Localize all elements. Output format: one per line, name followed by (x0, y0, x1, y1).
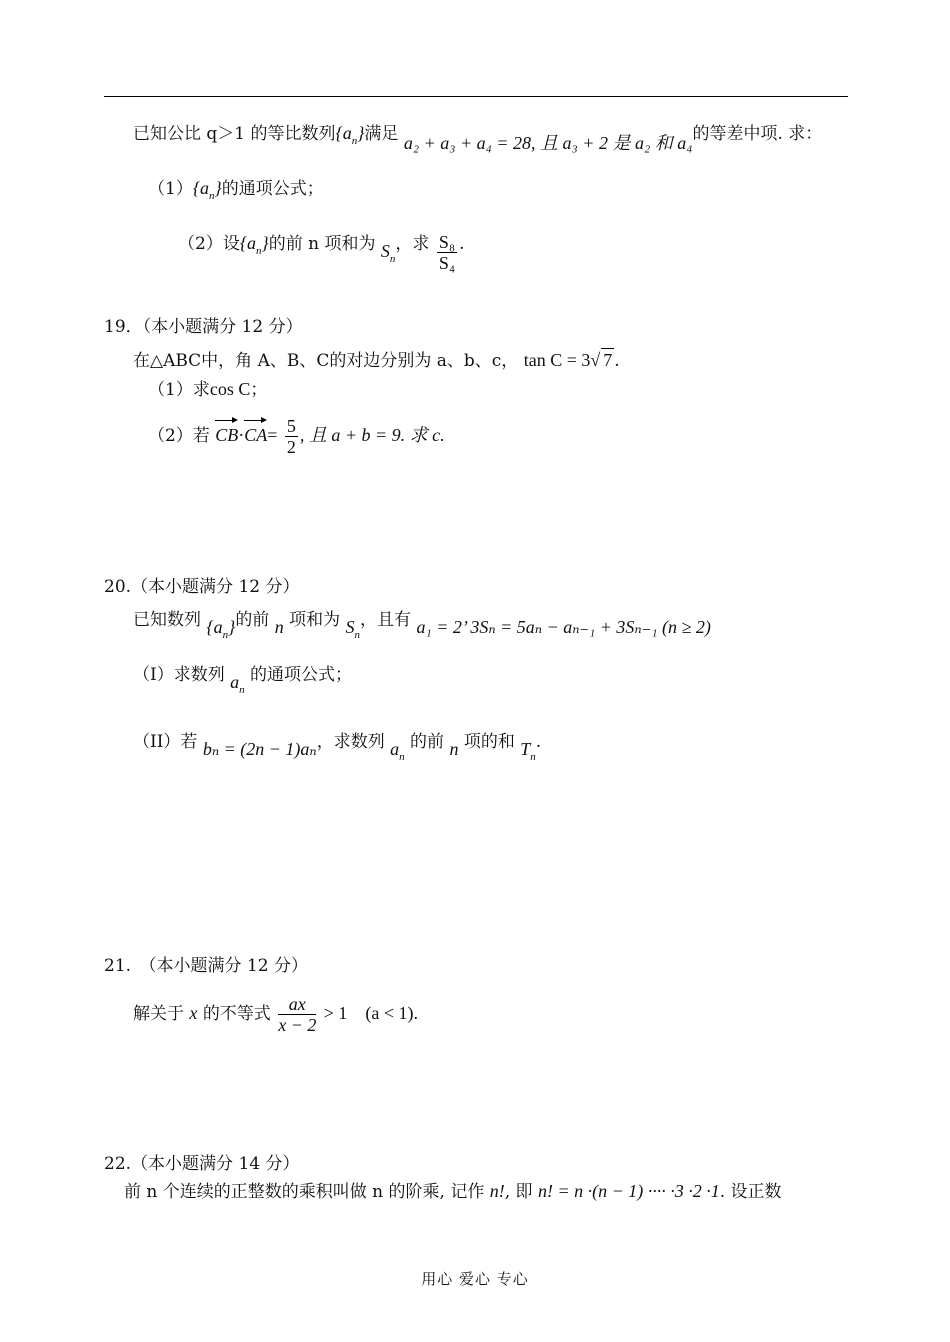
q20-part2-n: n (449, 739, 459, 759)
q20-part2-text: ，求数列 (316, 732, 385, 752)
q19-cos-formula: cos C (209, 379, 251, 399)
q21-body (133, 994, 418, 1035)
q20-part2-a: $a_n$ (390, 739, 405, 763)
q18-part2-seq: $\{a_n\}$ (239, 233, 269, 257)
q21-intro-text-b: 的不等式 (202, 1004, 271, 1024)
q19-intro-text: 在△ABC中，角 A、B、C的对边分别为 a、b、c， (133, 351, 519, 371)
q20-intro-text-d: ，且有 (360, 610, 412, 630)
q20-seq: $\{a_n\}$ (206, 617, 236, 641)
q18-part2-label: （2）设 (178, 234, 240, 254)
q20-n: n (274, 617, 284, 637)
q20-sum: $S_n$ (345, 617, 361, 641)
q20-end-mark: . (535, 732, 542, 752)
q18-intro-text: 已知公比 q＞1 的等比数列 (133, 124, 336, 144)
q21-fraction: $\frac{ax}{x - 2}$ (278, 994, 317, 1035)
q22-header: 22.（本小题满分 14 分） (104, 1154, 300, 1174)
q20-intro-text: 已知数列 (133, 610, 201, 630)
q20-part2-label: （II）若 (133, 732, 198, 752)
q20-intro-text-c: 项和为 (289, 610, 341, 630)
q22-factorial-formula: n! = n ·(n − 1) ···· ·3 ·2 ·1 (537, 1181, 720, 1201)
q18-intro (133, 122, 822, 152)
equals-sign: = (267, 425, 278, 445)
q18-condition-formula: a₂ + a₃ + a₄ = 28, 且 a₃ + 2 是 a₂ 和 a₄ (403, 133, 693, 153)
page-header-rule (104, 96, 848, 97)
q20-part1-label: （I）求数列 (133, 665, 225, 685)
q19-intro (133, 348, 620, 372)
q20-initial-condition: a₁ = 2 (416, 617, 462, 637)
q21-header: 21. （本小题满分 12 分） (104, 956, 308, 976)
q19-part2 (148, 416, 445, 457)
q19-part1-label: （1）求 (148, 380, 210, 400)
q18-fraction: $\frac{\text{S₈}}{\text{S₄}}$ (438, 232, 456, 273)
q20-part2-text-b: 的前 (410, 732, 445, 752)
q21-intro-text: 解关于 (133, 1004, 184, 1024)
page-footer: 用心 爱心 专心 (421, 1270, 529, 1288)
q21-variable: x (189, 1003, 198, 1023)
q19-tan-formula: tan C = 3√ 7 (523, 350, 613, 370)
q18-end-mark: . (459, 234, 465, 254)
q20-part1-text: 的通项公式； (250, 665, 353, 685)
vector-ca: CA (244, 418, 267, 446)
q18-part1-seq: $\{a_n\}$ (192, 178, 222, 202)
q19-fraction: $\frac{5}{2}$ (286, 416, 296, 457)
q21-inequality-rest: > 1 (a < 1). (323, 1003, 419, 1023)
q19-header: 19．（本小题满分 12 分） (104, 317, 303, 337)
q20-bn-formula: bₙ = (2n − 1)aₙ (202, 739, 317, 759)
q18-part2 (178, 224, 465, 273)
q20-intro (133, 608, 711, 641)
q20-header: 20.（本小题满分 12 分） (104, 577, 300, 597)
q19-part1 (148, 378, 267, 401)
q20-part2-T: $T_n$ (520, 739, 536, 763)
q22-factorial: n! (489, 1181, 505, 1201)
q19-part2-label: （2）若 (148, 426, 210, 446)
q22-text-c: . 设正数 (719, 1182, 782, 1202)
q22-text: 前 n 个连续的正整数的乘积叫做 n 的阶乘, 记作 (124, 1182, 485, 1202)
q20-part2-text-c: 项的和 (463, 732, 515, 752)
q18-part1 (148, 177, 324, 207)
q18-intro-text-c: 的等差中项. 求： (692, 124, 823, 144)
q20-part1-a: $a_n$ (230, 672, 245, 696)
q18-part2-ask: ，求 (395, 234, 430, 254)
q19-part1-end: ； (250, 380, 268, 400)
q22-text-b: , 即 (504, 1182, 533, 1202)
vector-cb: CB (215, 418, 238, 446)
q18-seq: $\{a_n\}$ (335, 123, 365, 147)
q18-intro-text-b: 满足 (364, 124, 399, 144)
q18-part1-label: （1） (148, 179, 193, 199)
q19-end-mark: . (614, 351, 620, 371)
q18-part2-sum: $S_n$ (380, 241, 396, 265)
q18-part2-text: 的前 n 项和为 (268, 234, 376, 254)
q20-part1 (133, 663, 353, 696)
q19-part2-condition: , 且 a + b = 9. 求 c. (299, 425, 445, 445)
dot-operator: · (238, 425, 245, 445)
q18-part1-text: 的通项公式； (221, 179, 324, 199)
q20-recurrence: ’ 3Sₙ = 5aₙ − aₙ₋₁ + 3Sₙ₋₁ (n ≥ 2) (461, 617, 711, 637)
q20-part2 (133, 730, 542, 763)
q22-body (124, 1180, 782, 1203)
q20-intro-text-b: 的前 (235, 610, 270, 630)
